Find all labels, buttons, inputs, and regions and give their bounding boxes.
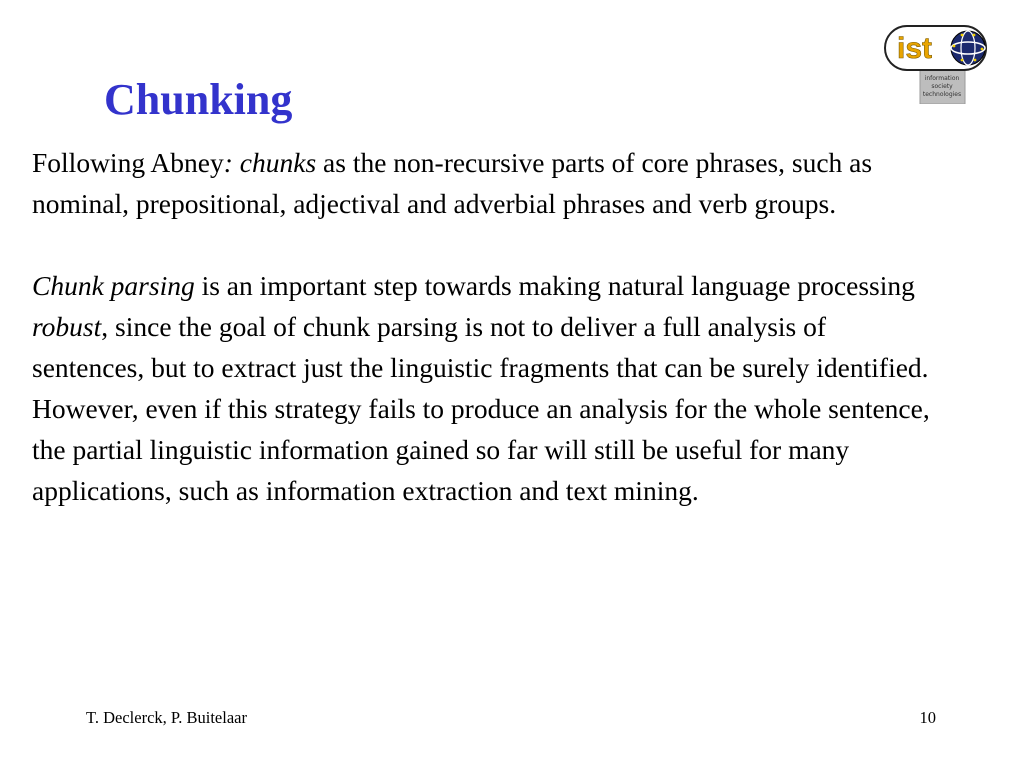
term-chunks: : chunks xyxy=(223,147,317,178)
logo-caption-line3: technologies xyxy=(922,91,962,98)
globe-icon xyxy=(951,31,985,65)
slide-title: Chunking xyxy=(104,75,293,124)
logo-wordmark: ist xyxy=(897,32,933,65)
logo-caption-line1: information xyxy=(924,75,960,82)
page-number: 10 xyxy=(919,708,936,727)
text: is an important step towards making natural language processing xyxy=(194,270,915,301)
text: , since the goal of chunk parsing is not to deliver a full analysis of sentences, but to extract just the linguistic fragments that can be surely identified. However, even if this strategy fails to produce an analysis for the whole sentence, the partial linguistic information gained so far will still be useful for many applications, such as information extraction and text mining. xyxy=(32,311,930,506)
text: as the non-recursive parts of core phrases, such as nominal, prepositional, adjectival and adverbial phrases and verb groups. xyxy=(32,147,873,219)
paragraph-chunk-parsing xyxy=(32,265,932,511)
text: Following Abney xyxy=(32,147,224,178)
paragraph-abney xyxy=(32,142,932,224)
logo-caption-line2: society xyxy=(931,83,953,90)
ist-logo xyxy=(884,22,990,104)
slide-body xyxy=(32,142,932,552)
term-robust: robust xyxy=(32,311,102,342)
footer-authors: T. Declerck, P. Buitelaar xyxy=(86,708,247,727)
term-chunk-parsing: Chunk parsing xyxy=(32,270,195,301)
